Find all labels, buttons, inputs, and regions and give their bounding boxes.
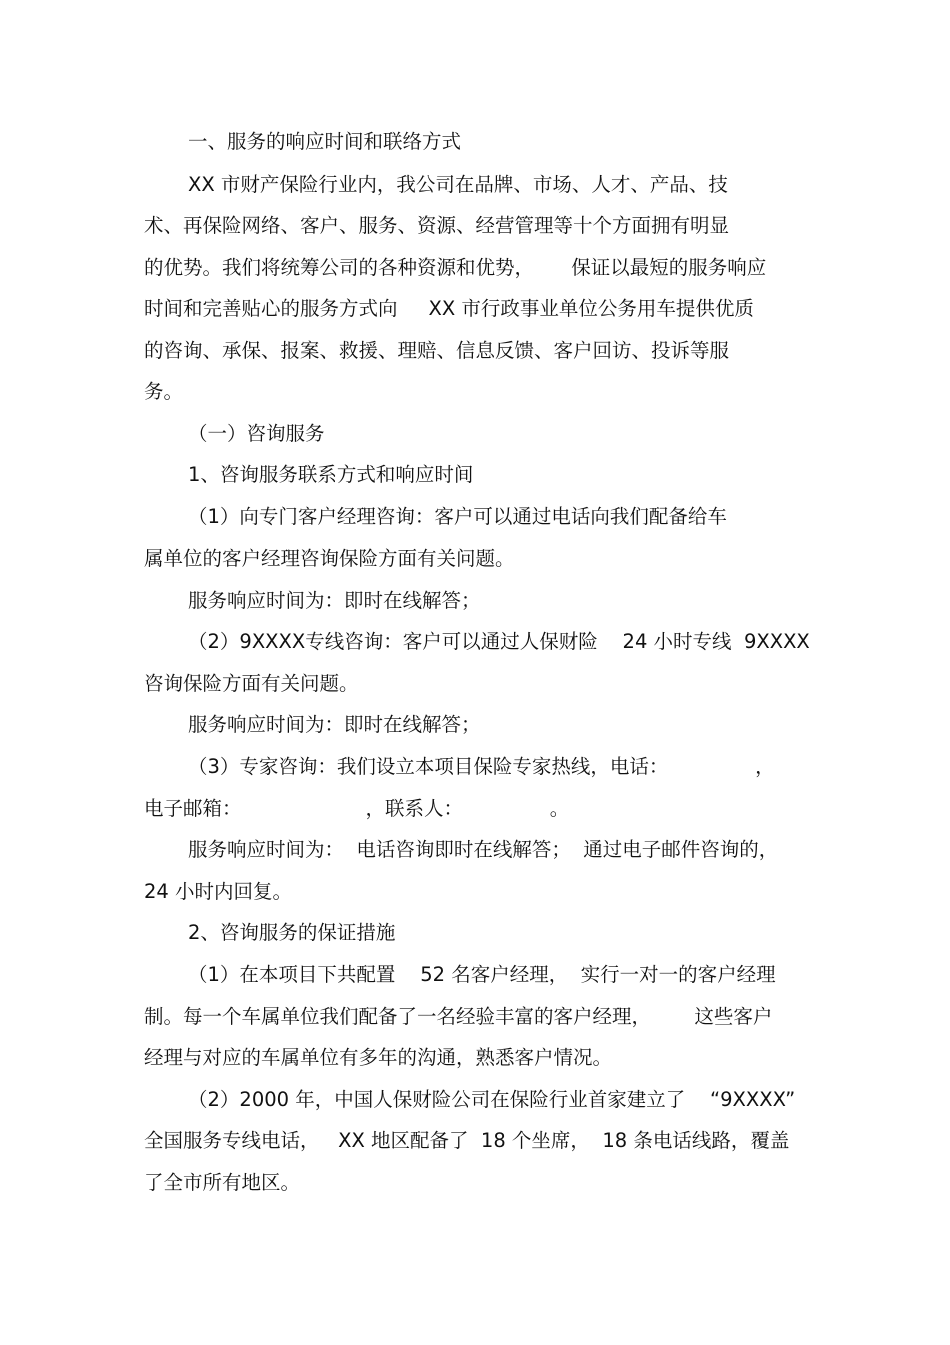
paragraph-line: 术、再保险网络、客户、服务、资源、经营管理等十个方面拥有明显 [144, 214, 730, 237]
paragraph-line: 24 小时内回复。 [144, 880, 293, 903]
item-heading: 2、咨询服务的保证措施 [188, 921, 396, 944]
paragraph-line: 的咨询、承保、报案、救援、理赔、信息反馈、客户回访、投诉等服 [144, 339, 730, 362]
paragraph-line: （3）专家咨询：我们设立本项目保险专家热线，电话： ， [188, 755, 775, 778]
paragraph-line: 服务响应时间为： 电话咨询即时在线解答； 通过电子邮件咨询的， [188, 838, 779, 861]
paragraph-line: （2）9XXXX专线咨询：客户可以通过人保财险 24 小时专线 9XXXX [188, 630, 810, 653]
paragraph-line: 咨询保险方面有关问题。 [144, 672, 359, 695]
subsection-heading: （一）咨询服务 [188, 422, 325, 445]
paragraph-line: 电子邮箱： ，联系人： 。 [144, 797, 570, 820]
paragraph-line: （2）2000 年，中国人保财险公司在保险行业首家建立了 “9XXXX” [188, 1088, 796, 1111]
paragraph-line: 属单位的客户经理咨询保险方面有关问题。 [144, 547, 515, 570]
paragraph-line: （1）在本项目下共配置 52 名客户经理， 实行一对一的客户经理 [188, 963, 776, 986]
paragraph-line: 经理与对应的车属单位有多年的沟通，熟悉客户情况。 [144, 1046, 613, 1069]
section-heading: 一、服务的响应时间和联络方式 [188, 130, 462, 153]
paragraph-line: 制。每一个车属单位我们配备了一名经验丰富的客户经理， 这些客户 [144, 1005, 773, 1028]
paragraph-line: （1）向专门客户经理咨询：客户可以通过电话向我们配备给车 [188, 505, 727, 528]
paragraph-line: XX 市财产保险行业内，我公司在品牌、市场、人才、产品、技 [188, 173, 728, 196]
paragraph-line: 时间和完善贴心的服务方式向 XX 市行政事业单位公务用车提供优质 [144, 297, 754, 320]
paragraph-line: 务。 [144, 380, 184, 403]
paragraph-line: 的优势。我们将统筹公司的各种资源和优势， 保证以最短的服务响应 [144, 256, 767, 279]
paragraph-line: 全国服务专线电话， XX 地区配备了 18 个坐席， 18 条电话线路，覆盖 [144, 1129, 790, 1152]
paragraph-line: 服务响应时间为：即时在线解答； [188, 713, 481, 736]
item-heading: 1、咨询服务联系方式和响应时间 [188, 463, 474, 486]
paragraph-line: 了全市所有地区。 [144, 1171, 301, 1194]
paragraph-line: 服务响应时间为：即时在线解答； [188, 589, 481, 612]
